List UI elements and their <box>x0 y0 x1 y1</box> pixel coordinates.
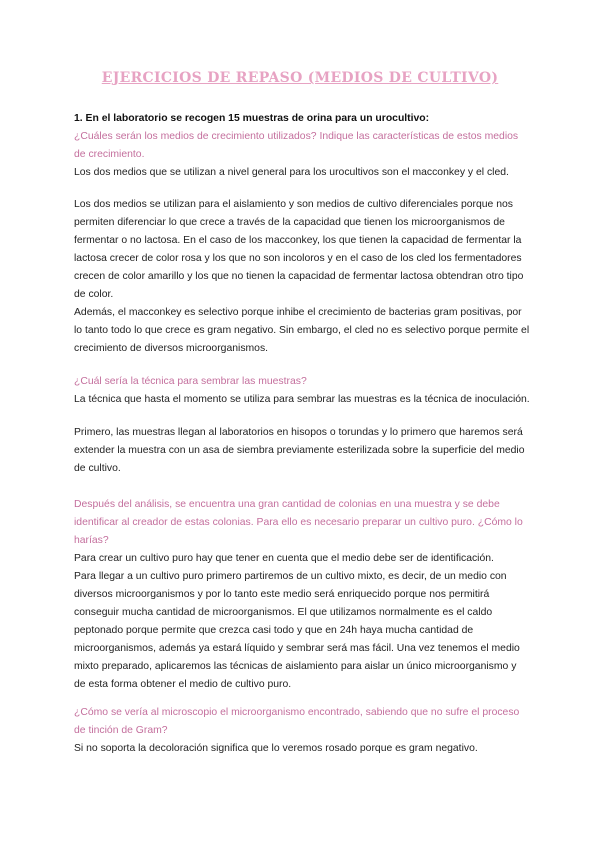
s2-answer-2: Primero, las muestras llegan al laboratorios en hisopos o torundas y lo primero que haremos será extender la muestra con un asa de siembra previamente esterilizada sobre la superficie del medio de cultivo. <box>74 427 525 474</box>
section-2-details <box>74 424 530 478</box>
s3-answer-1: Para crear un cultivo puro hay que tener en cuenta que el medio debe ser de identificación. <box>74 553 494 564</box>
section-1-details <box>74 196 530 358</box>
section-3 <box>74 496 530 694</box>
s1-heading: 1. En el laboratorio se recogen 15 muestras de orina para un urocultivo: <box>74 113 430 124</box>
s1-answer-3: Además, el macconkey es selectivo porque inhibe el crecimiento de bacterias gram positivas, por lo tanto todo lo que crece es gram negativo. Sin embargo, el cled no es selectivo porque permite el crecimiento de diversos microorganismos. <box>74 307 530 354</box>
s2-question: ¿Cuál sería la técnica para sembrar las muestras? <box>74 376 307 387</box>
section-2 <box>74 373 530 409</box>
s1-answer-2: Los dos medios se utilizan para el aislamiento y son medios de cultivo diferenciales porque nos permiten diferenciar lo que crece a través de la capacidad que tienen los microorganismos de fermentar o no lactosa. En el caso de los macconkey, los que tienen la capacidad de fermentar la lactosa crecer de color rosa y los que no son incoloros y en el caso de los cled los fermentadores crecen de color amarillo y los que no tienen la capacidad de fermentar lactosa obtendran otro tipo de color. <box>74 199 524 300</box>
s4-question: ¿Cómo se vería al microscopio el microorganismo encontrado, sabiendo que no sufre el proceso de tinción de Gram? <box>74 707 520 736</box>
s1-question: ¿Cuáles serán los medios de crecimiento utilizados? Indique las características de estos medios de crecimiento. <box>74 131 519 160</box>
section-4 <box>74 704 530 758</box>
page-title: EJERCICIOS DE REPASO (MEDIOS DE CULTIVO) <box>101 70 499 86</box>
s3-question: Después del análisis, se encuentra una gran cantidad de colonias en una muestra y se debe identificar al creador de estas colonias. Para ello es necesario preparar un cultivo puro. ¿Cómo lo harías? <box>74 499 523 546</box>
s2-answer-1: La técnica que hasta el momento se utiliza para sembrar las muestras es la técnica de inoculación. <box>74 394 530 405</box>
section-1 <box>74 110 530 182</box>
s3-answer-2: Para llegar a un cultivo puro primero partiremos de un cultivo mixto, es decir, de un medio con diversos microorganismos y por lo tanto este medio será enriquecido porque nos permitirá conseguir mucha cantidad de microorganismos. El que utilizamos normalmente es el caldo peptonado porque permite que crezca casi todo y que en 24h haya mucha cantidad de microorganismos, además ya estará líquido y sembrar será mas fácil. Una vez tenemos el medio mixto preparado, aplicaremos las técnicas de aislamiento para aislar un único microorganismo y de esta forma obtener el medio de cultivo puro. <box>74 571 520 690</box>
s4-answer-1: Si no soporta la decoloración significa que lo veremos rosado porque es gram negativo. <box>74 743 478 754</box>
s1-answer-1: Los dos medios que se utilizan a nivel general para los urocultivos son el macconkey y el cled. <box>74 167 509 178</box>
